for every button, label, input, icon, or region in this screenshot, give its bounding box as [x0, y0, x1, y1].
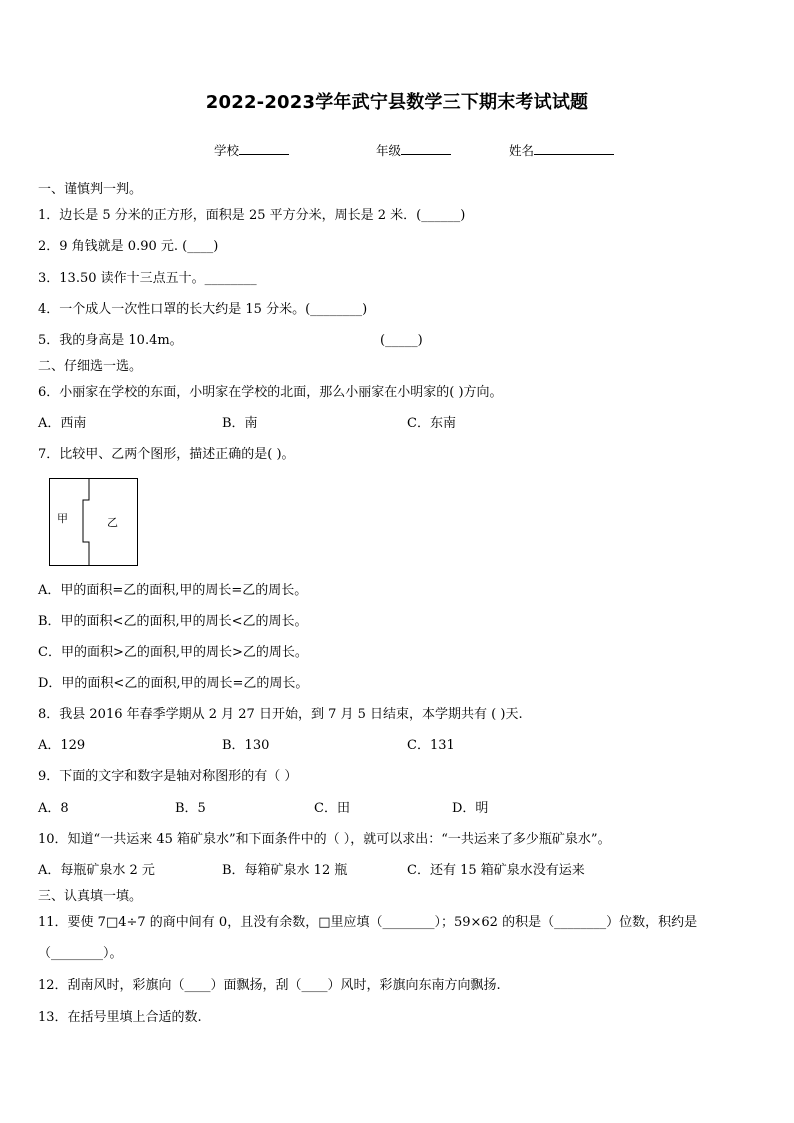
question-1: 1．边长是 5 分米的正方形，面积是 25 平方分米，周长是 2 米．(______)	[38, 208, 466, 223]
question-5: 5．我的身高是 10.4m。	[38, 333, 183, 348]
question-5-blank: (_____)	[380, 333, 423, 348]
question-4: 4．一个成人一次性口罩的长大约是 15 分米。(________)	[38, 302, 368, 317]
section-heading-2: 二、仔细选一选。	[38, 359, 143, 374]
name-field	[509, 141, 614, 159]
question-6-option-a: A．西南	[38, 416, 87, 431]
question-6: 6．小丽家在学校的东面，小明家在学校的北面，那么小丽家在小明家的( )方向。	[38, 385, 503, 400]
question-9-option-b: B．5	[175, 801, 206, 816]
question-8-option-b: B．130	[222, 738, 270, 753]
question-7-option-b: B．甲的面积<乙的面积,甲的周长<乙的周长。	[38, 614, 308, 629]
question-2: 2．9 角钱就是 0.90 元. (____)	[38, 239, 219, 254]
section-heading-3: 三、认真填一填。	[38, 889, 143, 904]
question-8-option-c: C．131	[407, 738, 455, 753]
question-7-option-c: C．甲的面积>乙的面积,甲的周长>乙的周长。	[38, 645, 308, 660]
question-6-option-c: C．东南	[407, 416, 456, 431]
school-blank	[239, 142, 289, 155]
name-label: 姓名	[509, 143, 535, 158]
question-12: 12．刮南风时，彩旗向（____）面飘扬，刮（____）风时，彩旗向东南方向飘扬.	[38, 978, 501, 993]
question-7: 7．比较甲、乙两个图形，描述正确的是( )。	[38, 447, 295, 462]
question-10-option-c: C．还有 15 箱矿泉水没有运来	[407, 863, 585, 878]
question-8: 8．我县 2016 年春季学期从 2 月 27 日开始，到 7 月 5 日结束，本学期共有 ( )天.	[38, 707, 523, 722]
figure-label-yi: 乙	[107, 516, 118, 529]
question-9-option-a: A．8	[38, 801, 69, 816]
question-6-option-b: B．南	[222, 416, 258, 431]
section-heading-1: 一、谨慎判一判。	[38, 182, 143, 197]
question-7-option-a: A．甲的面积=乙的面积,甲的周长=乙的周长。	[38, 583, 308, 598]
question-9-option-d: D．明	[452, 801, 489, 816]
school-field	[214, 141, 289, 159]
grade-label: 年级	[376, 143, 402, 158]
question-3: 3．13.50 读作十三点五十。________	[38, 271, 257, 286]
question-9: 9．下面的文字和数字是轴对称图形的有（ ）	[38, 769, 298, 784]
question-11-line-2: （________）。	[38, 946, 123, 961]
grade-blank	[401, 142, 451, 155]
question-9-option-c: C．田	[314, 801, 350, 816]
question-10-option-a: A．每瓶矿泉水 2 元	[38, 863, 155, 878]
page-title: 2022-2023学年武宁县数学三下期末考试试题	[205, 92, 589, 113]
school-label: 学校	[214, 143, 240, 158]
figure-label-jia: 甲	[57, 512, 68, 525]
name-blank	[534, 142, 614, 155]
figure-svg	[49, 478, 138, 566]
dividing-line	[83, 479, 89, 566]
question-13: 13．在括号里填上合适的数.	[38, 1010, 202, 1025]
shape-comparison-figure	[49, 478, 138, 566]
grade-field	[376, 141, 451, 159]
question-10-option-b: B．每箱矿泉水 12 瓶	[222, 863, 348, 878]
question-8-option-a: A．129	[38, 738, 86, 753]
question-7-option-d: D．甲的面积<乙的面积,甲的周长=乙的周长。	[38, 676, 309, 691]
question-11-line-1: 11．要使 7□4÷7 的商中间有 0，且没有余数，□里应填（________）；59×62 的积是（________）位数，积约是	[38, 915, 698, 930]
question-10: 10．知道“一共运来 45 箱矿泉水”和下面条件中的（ ），就可以求出：“一共运来了多少瓶矿泉水”。	[38, 832, 611, 847]
